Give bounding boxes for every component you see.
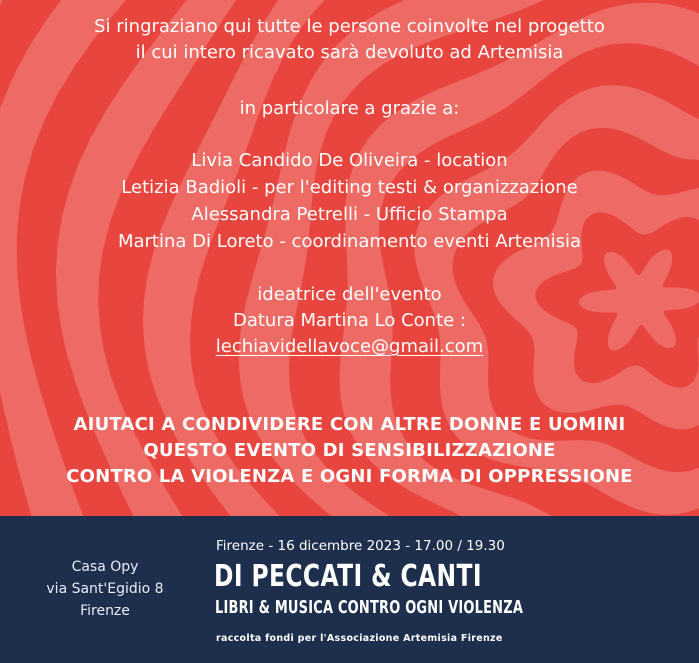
event-subtitle: LIBRI & MUSICA CONTRO OGNI VIOLENZA bbox=[215, 597, 524, 618]
venue-city: Firenze bbox=[80, 603, 130, 619]
appeal-line: QUESTO EVENTO DI SENSIBILIZZAZIONE bbox=[143, 440, 556, 461]
creator-label: ideatrice dell'evento bbox=[257, 284, 442, 305]
fundraiser-note: raccolta fondi per l'Associazione Artemisia Firenze bbox=[216, 633, 503, 644]
thanks-line-2: il cui intero ricavato sarà devoluto ad Artemisia bbox=[135, 42, 564, 63]
creator-name: Datura Martina Lo Conte : bbox=[232, 310, 467, 331]
venue-address bbox=[30, 556, 180, 622]
credit-line: Letizia Badioli - per l'editing testi & organizzazione bbox=[121, 177, 578, 198]
event-title: DI PECCATI & CANTI bbox=[214, 559, 482, 594]
thanks-particular: in particolare a grazie a: bbox=[239, 98, 460, 119]
credit-line: Martina Di Loreto - coordinamento eventi Artemisia bbox=[117, 231, 582, 252]
event-footer bbox=[0, 516, 699, 663]
credit-line: Alessandra Petrelli - Ufficio Stampa bbox=[191, 204, 508, 225]
creator-email-link[interactable]: lechiavidellavoce@gmail.com bbox=[215, 336, 484, 357]
creator-email-line bbox=[0, 334, 699, 360]
credit-line: Livia Candido De Oliveira - location bbox=[191, 150, 508, 171]
appeal-line: AIUTACI A CONDIVIDERE CON ALTRE DONNE E UOMINI bbox=[73, 414, 626, 435]
event-datetime: Firenze - 16 dicembre 2023 - 17.00 / 19.30 bbox=[216, 538, 505, 554]
venue-name: Casa Opy bbox=[71, 559, 139, 575]
venue-street: via Sant'Egidio 8 bbox=[46, 581, 164, 597]
appeal-line: CONTRO LA VIOLENZA E OGNI FORMA DI OPPRESSIONE bbox=[66, 466, 633, 487]
thanks-line-1: Si ringraziano qui tutte le persone coinvolte nel progetto bbox=[94, 16, 605, 37]
